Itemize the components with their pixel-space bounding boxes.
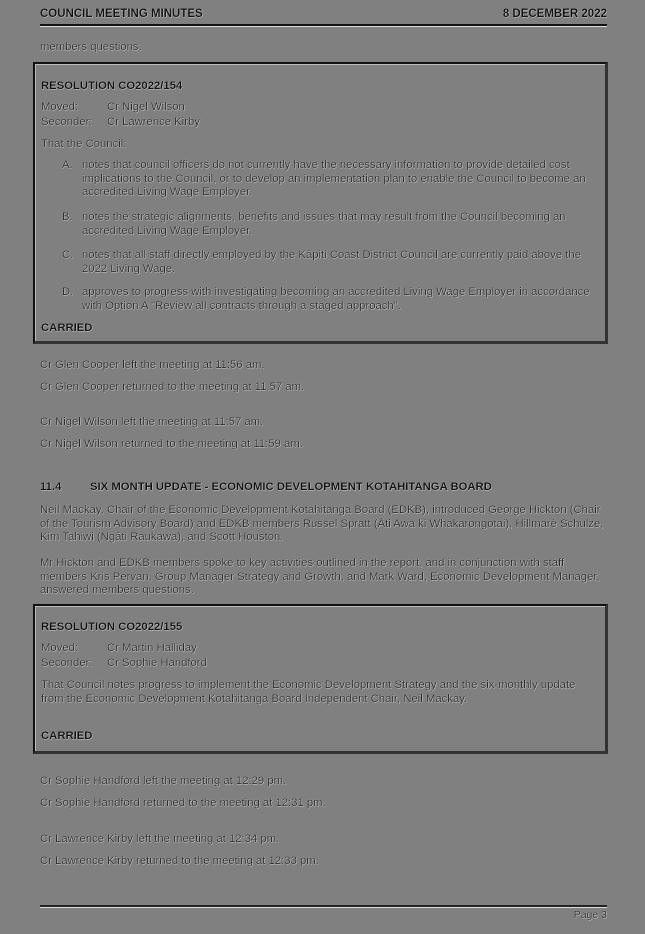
page-header bbox=[40, 8, 607, 26]
item-letter: D. bbox=[62, 286, 74, 298]
item-letter: B. bbox=[62, 211, 73, 223]
footer-divider bbox=[40, 905, 607, 907]
attendance-note: Cr Lawrence Kirby returned to the meeting at 12:33 pm. bbox=[40, 855, 319, 867]
resolution-box-154 bbox=[33, 62, 608, 344]
item-text: approves to progress with investigating becoming an accredited Living Wage Employer in accordance with Option A "Review all contracts through a staged approach". bbox=[82, 286, 590, 312]
attendance-note: Cr Sophie Handford left the meeting at 12:29 pm. bbox=[40, 775, 287, 787]
section-number: 11.4 bbox=[40, 481, 62, 493]
resolution-item bbox=[62, 159, 594, 200]
section-title: SIX MONTH UPDATE - ECONOMIC DEVELOPMENT KOTAHITANGA BOARD bbox=[90, 481, 492, 493]
seconder-row bbox=[41, 657, 207, 669]
attendance-note: Cr Glen Cooper returned to the meeting at 11.57 am. bbox=[40, 381, 305, 393]
item-text: notes that all staff directly employed by the Kāpiti Coast District Council are currently paid above the 2022 Living Wage. bbox=[82, 249, 581, 275]
moved-row bbox=[41, 101, 185, 113]
seconded-by: Cr Lawrence Kirby bbox=[107, 116, 200, 128]
document-title: COUNCIL MEETING MINUTES bbox=[40, 8, 203, 20]
resolution-title: RESOLUTION CO2022/154 bbox=[41, 80, 183, 92]
item-letter: A. bbox=[62, 159, 73, 171]
attendance-note: Cr Glen Cooper left the meeting at 11:56 am. bbox=[40, 359, 265, 371]
moved-by: Cr Martin Halliday bbox=[107, 642, 197, 654]
seconder-label: Seconder: bbox=[41, 116, 93, 128]
resolution-outcome: CARRIED bbox=[41, 322, 93, 334]
item-letter: C. bbox=[62, 249, 74, 261]
attendance-note: Cr Nigel Wilson returned to the meeting at 11:59 am. bbox=[40, 438, 303, 450]
continuation-text: members questions. bbox=[40, 41, 142, 53]
attendance-note: Cr Lawrence Kirby left the meeting at 12:34 pm. bbox=[40, 833, 280, 845]
meeting-date: 8 DECEMBER 2022 bbox=[502, 8, 607, 20]
item-text: notes that council officers do not currently have the necessary information to provide detailed cost implications to the Council, or to develop an implementation plan to enable the Council to become an accredited Living Wage Employer. bbox=[82, 159, 586, 198]
moved-by: Cr Nigel Wilson bbox=[107, 101, 185, 113]
resolution-item bbox=[62, 211, 594, 238]
resolution-text: That Council notes progress to implement the Economic Development Strategy and the six-monthly update from the Economic Development Kotahitanga Board Independent Chair, Neil Mackay. bbox=[41, 679, 576, 705]
page-number: Page 3 bbox=[573, 909, 607, 921]
seconder-row bbox=[41, 116, 200, 128]
resolution-box-155 bbox=[33, 604, 608, 754]
attendance-note: Cr Nigel Wilson left the meeting at 11:57 am. bbox=[40, 416, 264, 428]
attendance-note: Cr Sophie Handford returned to the meeting at 12:31 pm. bbox=[40, 797, 326, 809]
section-paragraph: Mr Hickton and EDKB members spoke to key activities outlined in the report, and in conjunction with staff members Kris Pervan, Group Manager Strategy and Growth, and Mark Ward, Economic Development Manager, answered members questions. bbox=[40, 557, 600, 596]
moved-label: Moved: bbox=[41, 101, 79, 113]
seconded-by: Cr Sophie Handford bbox=[107, 657, 207, 669]
resolution-preamble: That the Council: bbox=[41, 138, 127, 150]
resolution-item bbox=[62, 249, 594, 276]
moved-label: Moved: bbox=[41, 642, 79, 654]
resolution-item bbox=[62, 286, 594, 313]
resolution-outcome: CARRIED bbox=[41, 730, 93, 742]
seconder-label: Seconder: bbox=[41, 657, 93, 669]
section-paragraph: Neil Mackay, Chair of the Economic Development Kotahitanga Board (EDKB), introduced George Hickton (Chair of the Tourism Advisory Board) and EDKB members Russel Spratt (Āti Awa ki Whakarongotai), Hillmarè Schulze, Kim Tahiwi (Ngāti Raukawa), and Scott Houston. bbox=[40, 504, 604, 543]
item-text: notes the strategic alignments, benefits and issues that may result from the Council becoming an accredited Living Wage Employer. bbox=[82, 211, 566, 237]
moved-row bbox=[41, 642, 197, 654]
resolution-title: RESOLUTION CO2022/155 bbox=[41, 621, 183, 633]
